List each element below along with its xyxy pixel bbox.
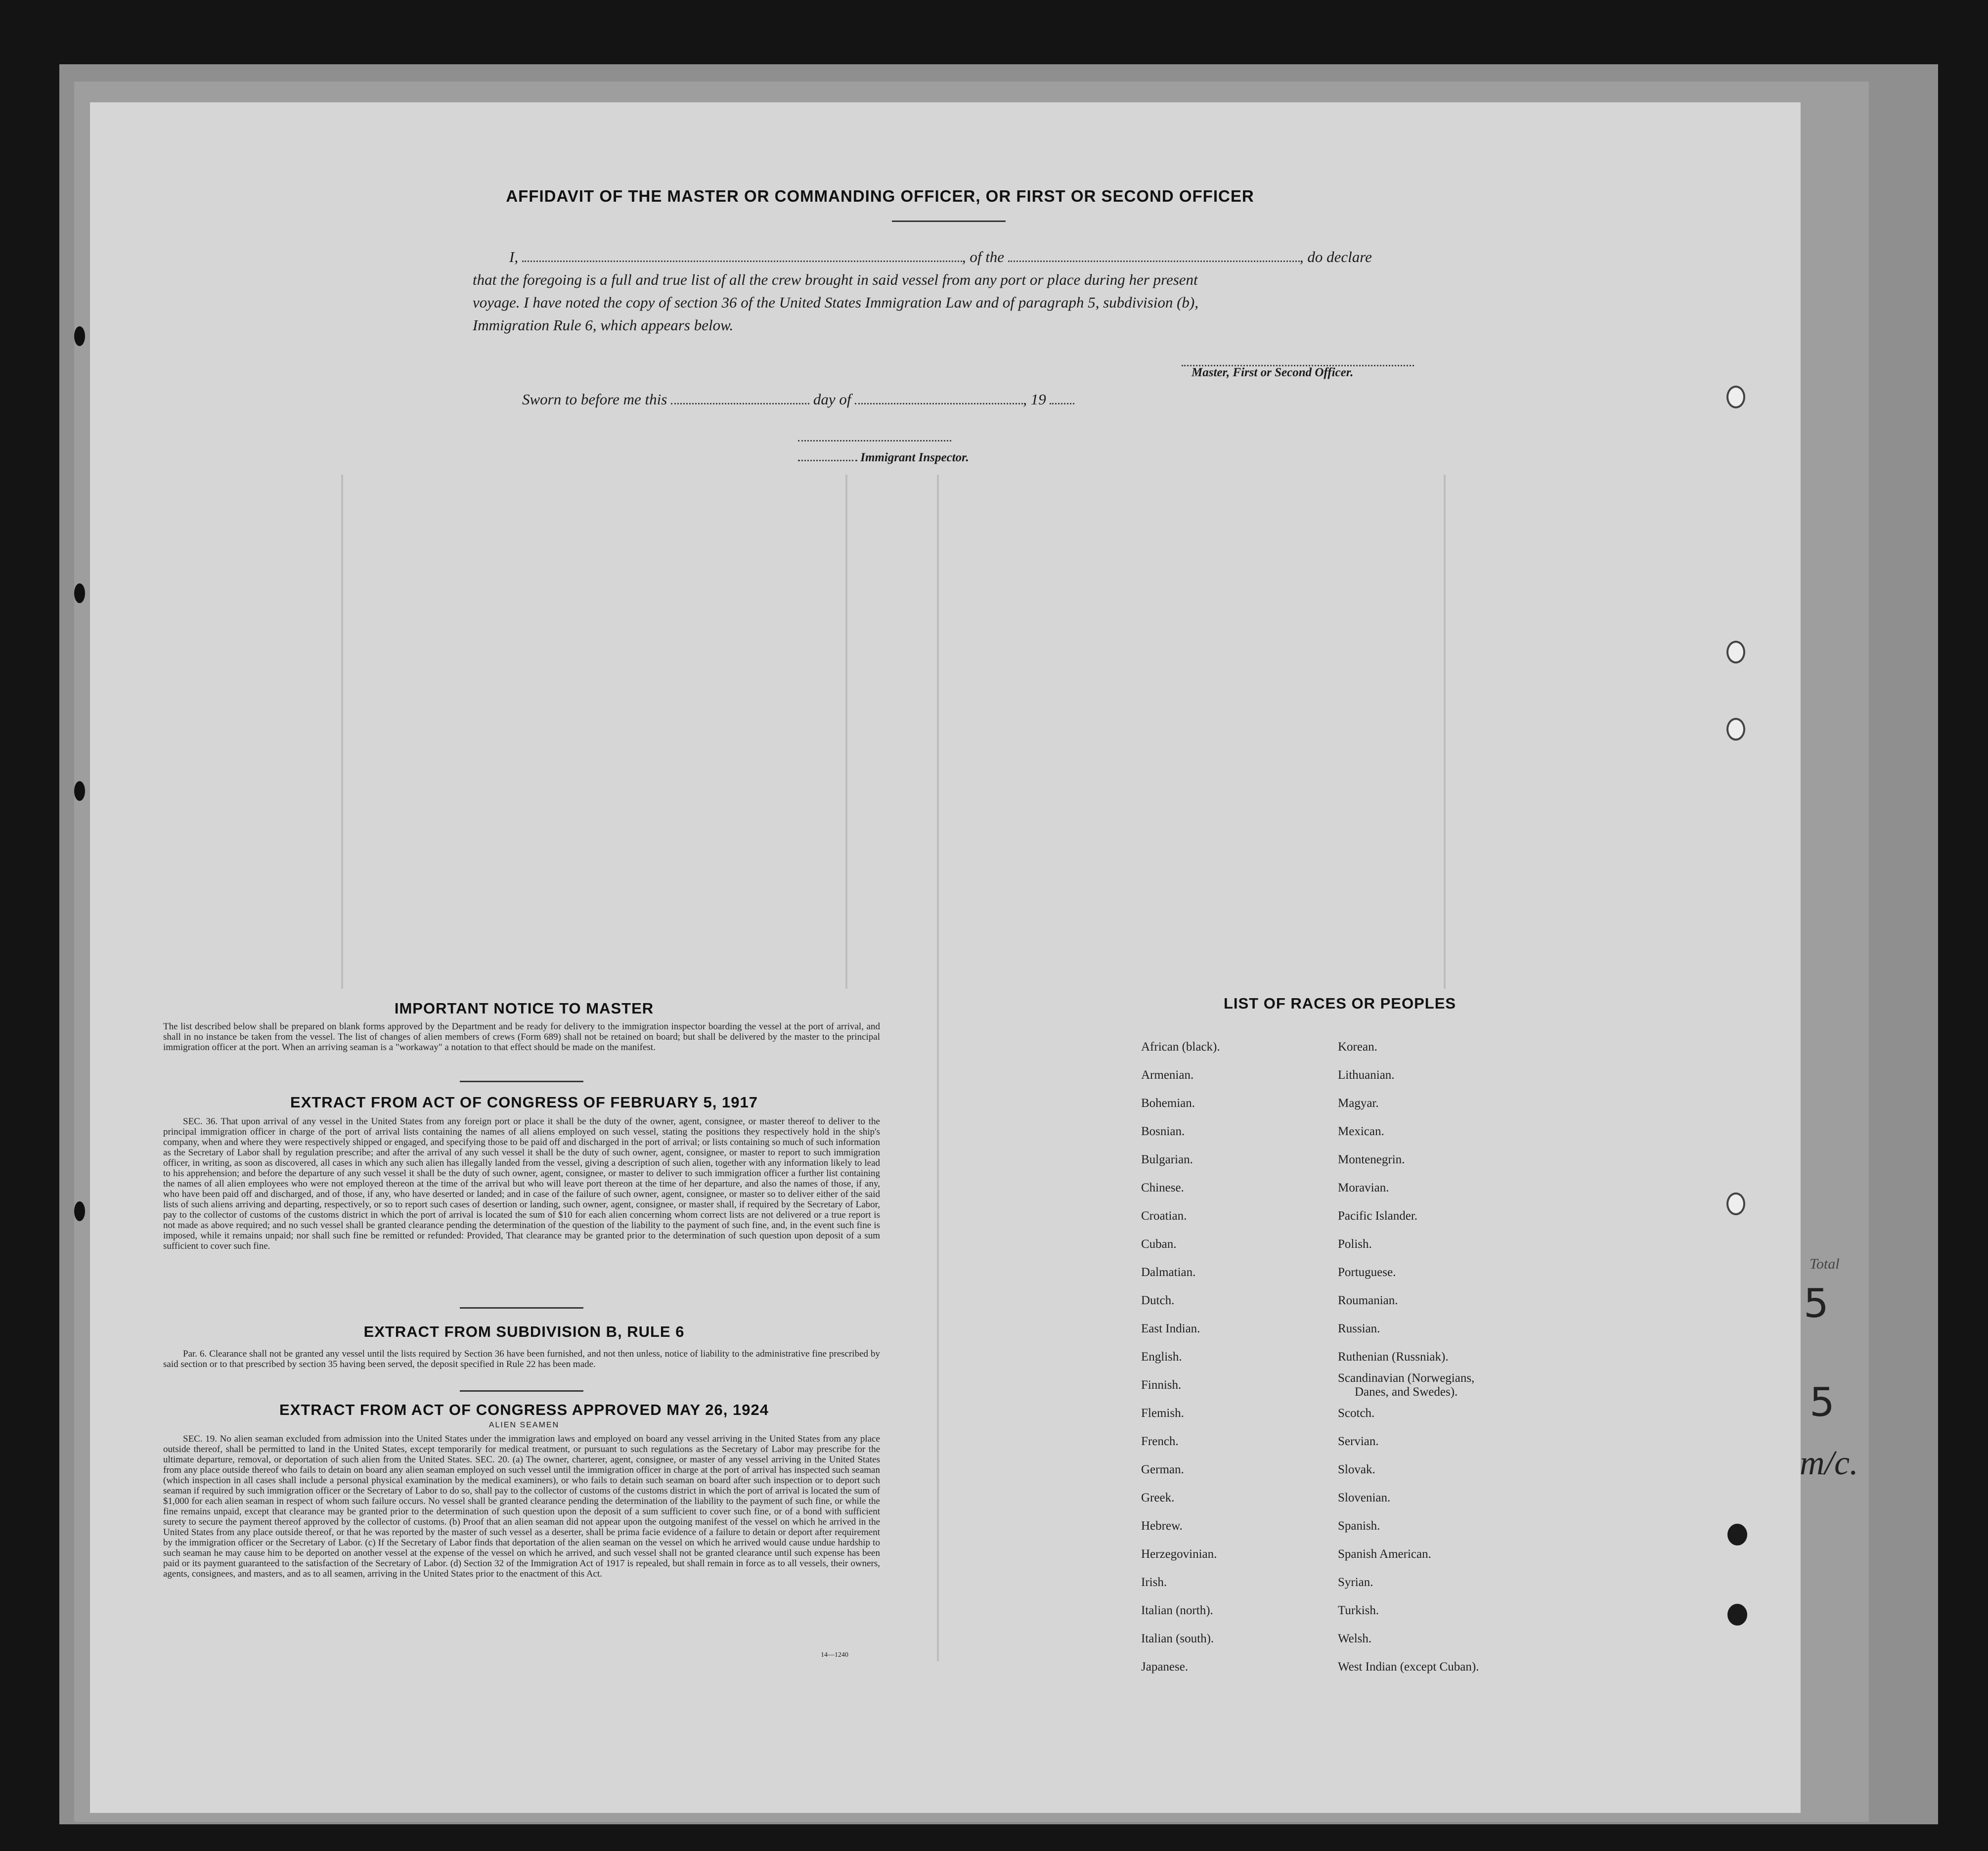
edge-mark <box>74 583 85 603</box>
master-label: Master, First or Second Officer. <box>1192 366 1354 379</box>
race-item: East Indian. <box>1141 1322 1200 1335</box>
race-item: Bosnian. <box>1141 1125 1185 1138</box>
race-item: Dalmatian. <box>1141 1266 1196 1279</box>
race-item: Montenegrin. <box>1338 1153 1405 1166</box>
extract-1924-title: EXTRACT FROM ACT OF CONGRESS APPROVED MAY 26, 1924 <box>279 1401 769 1418</box>
margin-note-five: 5 <box>1804 1280 1829 1326</box>
notice-text: The list described below shall be prepared on blank forms approved by the Department and be ready for delivery to the immigration inspector boarding the vessel at the port of arrival, and shall in no instance be taken from the vessel. The list of changes of alien members of crews (Form 689) shall not be retained on board; but shall be delivered by the master to the principal immigration officer at the port. When an arriving seaman is a "workaway" a notation to that effect should be made on the manifest. <box>163 1021 880 1053</box>
extract-1924-text: SEC. 19. No alien seaman excluded from admission into the United States under the immigration laws and employed on board any vessel arriving in the United States from any place outside thereof, shall be permitted to land in the United States, except temporarily for medical treatment, or pursuant to such regulations as the Secretary of Labor may prescribe for the ultimate departure, removal, or deportation of such alien from the United States. SEC. 20. (a) The owner, charterer, agent, consignee, or master of any vessel arriving in the United States from any place outside thereof who fails to detain on board any alien seaman employed on such vessel until the immigration officer in charge at the port of arrival has inspected such seaman (which inspection in all cases shall include a personal physical examination by the medical examiners), or who fails to detain such seaman on board after such inspection or to deport such seaman if required by such immigration officer or the Secretary of Labor to do so, shall pay to the collector of customs of the customs district in which the port of arrival is located the sum of $1,000 for each alien seaman in respect of whom such failure occurs. No vessel shall be granted clearance pending the determination of the liability to the payment of such fine, or while the fine remains unpaid, except that clearance may be granted prior to the determination of such question upon the deposit of a sum sufficient to cover such fine, or of a bond with sufficient surety to secure the payment thereof approved by the collector of customs. (b) Proof that an alien seaman did not appear upon the outgoing manifest of the vessel on which he arrived in the United States from any place outside thereof, or that he was reported by the master of such vessel as a deserter, shall be prima facie evidence of a failure to detain or deport after requirement by the immigration officer or the Secretary of Labor. (c) If the Secretary of Labor finds that deportation of the alien seaman on the vessel on which he arrived would cause undue hardship to such seaman he may cause him to be deported on another vessel at the expense of the vessel on which he arrived, and such vessel shall not be granted clearance until such expense has been paid or its payment guaranteed to the satisfaction of the Secretary of Labor. (d) Section 32 of the Immigration Act of 1917 is repealed, but shall remain in force as to all vessels, their owners, agents, consignees, and masters, and as to all seamen, arriving in the United States prior to the enactment of this Act. <box>163 1434 880 1579</box>
race-item: Magyar. <box>1338 1097 1379 1110</box>
race-item: Spanish. <box>1338 1519 1380 1533</box>
margin-note-total: Total <box>1810 1256 1840 1272</box>
race-item: Scandinavian (Norwegians, <box>1338 1371 1475 1385</box>
race-item: Armenian. <box>1141 1068 1194 1082</box>
vessel-field[interactable] <box>1008 261 1300 262</box>
race-item: Korean. <box>1338 1040 1377 1054</box>
title-rule <box>892 220 1006 222</box>
race-item: African (black). <box>1141 1040 1220 1054</box>
binder-hole <box>1726 386 1745 408</box>
race-item: Slovak. <box>1338 1463 1375 1476</box>
of-the-label: , of the <box>962 248 1005 265</box>
race-item: Ruthenian (Russniak). <box>1338 1350 1449 1364</box>
binder-hole <box>1726 641 1745 663</box>
sworn-month-field[interactable] <box>855 403 1023 404</box>
divider <box>460 1307 583 1309</box>
race-item: Chinese. <box>1141 1181 1184 1194</box>
race-item: Roumanian. <box>1338 1294 1398 1307</box>
race-item: Spanish American. <box>1338 1547 1431 1561</box>
race-item: Welsh. <box>1338 1632 1372 1645</box>
race-item: Hebrew. <box>1141 1519 1183 1533</box>
race-item: Dutch. <box>1141 1294 1175 1307</box>
i-label: I, <box>509 248 519 265</box>
race-item: Bulgarian. <box>1141 1153 1193 1166</box>
race-item: Herzegovinian. <box>1141 1547 1217 1561</box>
binder-hole <box>1727 1524 1747 1545</box>
edge-mark <box>74 1201 85 1221</box>
notice-title: IMPORTANT NOTICE TO MASTER <box>394 1000 654 1017</box>
sworn-line <box>522 391 1074 408</box>
subdivision-text: Par. 6. Clearance shall not be granted any vessel until the lists required by Section 36 have been furnished, and not then unless, notice of liability to the administrative fine prescribed by said section or to that prescribed by section 35 having been served, the deposit specified in Rule 22 has been made. <box>163 1349 880 1369</box>
race-item-continuation: Danes, and Swedes). <box>1355 1385 1458 1399</box>
name-field[interactable] <box>522 261 962 262</box>
show-through-line <box>341 475 343 989</box>
race-item: Russian. <box>1338 1322 1380 1335</box>
race-item: Lithuanian. <box>1338 1068 1395 1082</box>
divider <box>460 1081 583 1082</box>
race-item: Syrian. <box>1338 1576 1373 1589</box>
race-item: West Indian (except Cuban). <box>1338 1660 1479 1674</box>
sworn-year-field[interactable] <box>1050 403 1074 404</box>
race-item: Irish. <box>1141 1576 1167 1589</box>
races-title: LIST OF RACES OR PEOPLES <box>1223 995 1457 1012</box>
race-item: Moravian. <box>1338 1181 1389 1194</box>
do-declare-label: , do declare <box>1299 248 1372 265</box>
inspector-signature-line[interactable] <box>798 440 951 441</box>
extract-1917-title: EXTRACT FROM ACT OF CONGRESS OF FEBRUARY 5, 1917 <box>290 1094 758 1111</box>
race-item: German. <box>1141 1463 1184 1476</box>
inspector-label <box>798 451 969 465</box>
affidavit-line-3: voyage. I have noted the copy of section 36 of the United States Immigration Law and of paragraph 5, subdivision (b), <box>473 294 1198 311</box>
binder-hole <box>1727 1604 1747 1626</box>
race-item: Croatian. <box>1141 1209 1187 1223</box>
affidavit-line-4: Immigration Rule 6, which appears below. <box>473 316 734 334</box>
race-item: Servian. <box>1338 1435 1379 1448</box>
binder-hole <box>1726 1192 1745 1215</box>
race-item: French. <box>1141 1435 1179 1448</box>
race-item: Scotch. <box>1338 1407 1375 1420</box>
binder-hole <box>1726 718 1745 741</box>
affidavit-line-1 <box>509 248 1409 266</box>
sworn-label: Sworn to before me this <box>522 391 667 408</box>
race-item: Flemish. <box>1141 1407 1184 1420</box>
margin-note-five: 5 <box>1810 1379 1835 1425</box>
race-item: Japanese. <box>1141 1660 1189 1674</box>
race-item: Italian (north). <box>1141 1604 1213 1617</box>
race-item: Turkish. <box>1338 1604 1379 1617</box>
race-item: Pacific Islander. <box>1338 1209 1418 1223</box>
race-item: Mexican. <box>1338 1125 1384 1138</box>
race-item: Finnish. <box>1141 1378 1182 1392</box>
show-through-line <box>1444 475 1446 989</box>
edge-mark <box>74 326 85 346</box>
race-item: Bohemian. <box>1141 1097 1195 1110</box>
alien-seamen-subtitle: ALIEN SEAMEN <box>488 1421 560 1429</box>
race-item: Slovenian. <box>1338 1491 1391 1504</box>
divider <box>460 1390 583 1392</box>
inspector-label-text: Immigrant Inspector. <box>860 451 969 464</box>
sworn-day-field[interactable] <box>671 403 809 404</box>
race-item: Cuban. <box>1141 1237 1177 1251</box>
edge-mark <box>74 781 85 801</box>
race-item: Greek. <box>1141 1491 1175 1504</box>
race-item: English. <box>1141 1350 1182 1364</box>
extract-1917-text: SEC. 36. That upon arrival of any vessel in the United States from any foreign port or place it shall be the duty of the owner, agent, consignee, or master thereof to deliver to the principal immigration officer in charge of the port of arrival lists containing the names of all aliens employed on such vessel, stating the positions they respectively hold in the ship's company, when and where they were respectively shipped or engaged, and specifying those to be paid off and discharged in the port of arrival; or lists containing so much of such information as the Secretary of Labor shall by regulation prescribe; and after the arrival of any such vessel it shall be the duty of such owner, agent, consignee, or master to report to such immigration officer, in writing, as soon as discovered, all cases in which any such alien has illegally landed from the vessel, giving a description of such alien, together with any information likely to lead to his apprehension; and before the departure of any such vessel it shall be the duty of such owner, agent, consignee, or master to deliver to such immigration officer a further list containing the names of all alien employees who were not employed thereon at the time of the arrival but who will leave port thereon at the time of her departure, and also the names of those, if any, who have been paid off and discharged, and of those, if any, who have deserted or landed; and in case of the failure of such owner, agent, consignee, or master so to deliver either of the said lists of such aliens arriving and departing, respectively, or so to report such cases of desertion or landing, such owner, agent, consignee, or master shall, if required by the Secretary of Labor, pay to the collector of customs of the customs district in which the port of arrival is located the sum of $10 for each alien concerning whom correct lists are not delivered or a true report is not made as above required; and no such vessel shall be granted clearance pending the determination of the question of the liability to the payment of such fine, and, in the event such fine is imposed, while it remains unpaid; nor shall such fine be remitted or refunded: Provided, That clearance may be granted prior to the determination of such question upon deposit of a sum sufficient to cover such fine. <box>163 1116 880 1251</box>
inspector-dots <box>798 460 857 461</box>
race-item: Italian (south). <box>1141 1632 1214 1645</box>
show-through-line <box>845 475 847 989</box>
show-through-line <box>937 475 939 1661</box>
race-item: Polish. <box>1338 1237 1372 1251</box>
year-label: , 19 <box>1023 391 1046 408</box>
subdivision-title: EXTRACT FROM SUBDIVISION B, RULE 6 <box>363 1323 685 1340</box>
day-of-label: day of <box>813 391 851 408</box>
affidavit-title: AFFIDAVIT OF THE MASTER OR COMMANDING OFFICER, OR FIRST OR SECOND OFFICER <box>506 187 1254 205</box>
affidavit-line-2: that the foregoing is a full and true list of all the crew brought in said vessel from any port or place during her present <box>473 271 1198 288</box>
race-item: Portuguese. <box>1338 1266 1396 1279</box>
form-number: 14—1240 <box>821 1651 848 1659</box>
margin-note-mc: m/c. <box>1800 1444 1858 1482</box>
